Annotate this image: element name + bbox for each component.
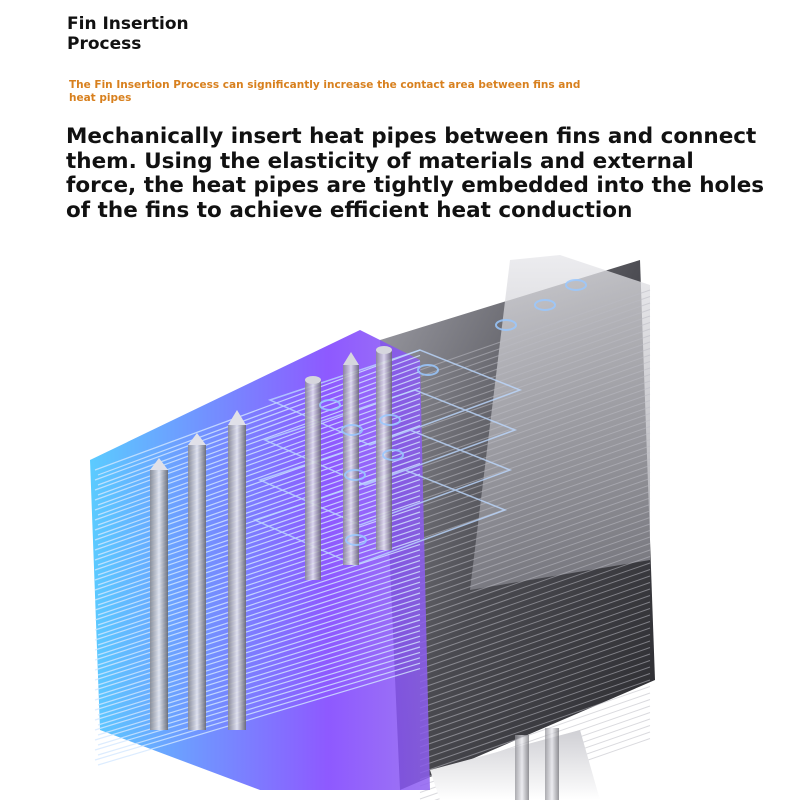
title: Fin Insertion Process bbox=[67, 14, 189, 54]
description: Mechanically insert heat pipes between fins and connect them. Using the elasticity of materials and external force, the heat pipes are tightly embedded into the holes of the fins to achieve efficient heat conduction bbox=[66, 124, 765, 223]
subtitle: The Fin Insertion Process can significantly increase the contact area between fins and heat pipes bbox=[69, 79, 581, 104]
heatsink-illustration bbox=[0, 230, 800, 800]
